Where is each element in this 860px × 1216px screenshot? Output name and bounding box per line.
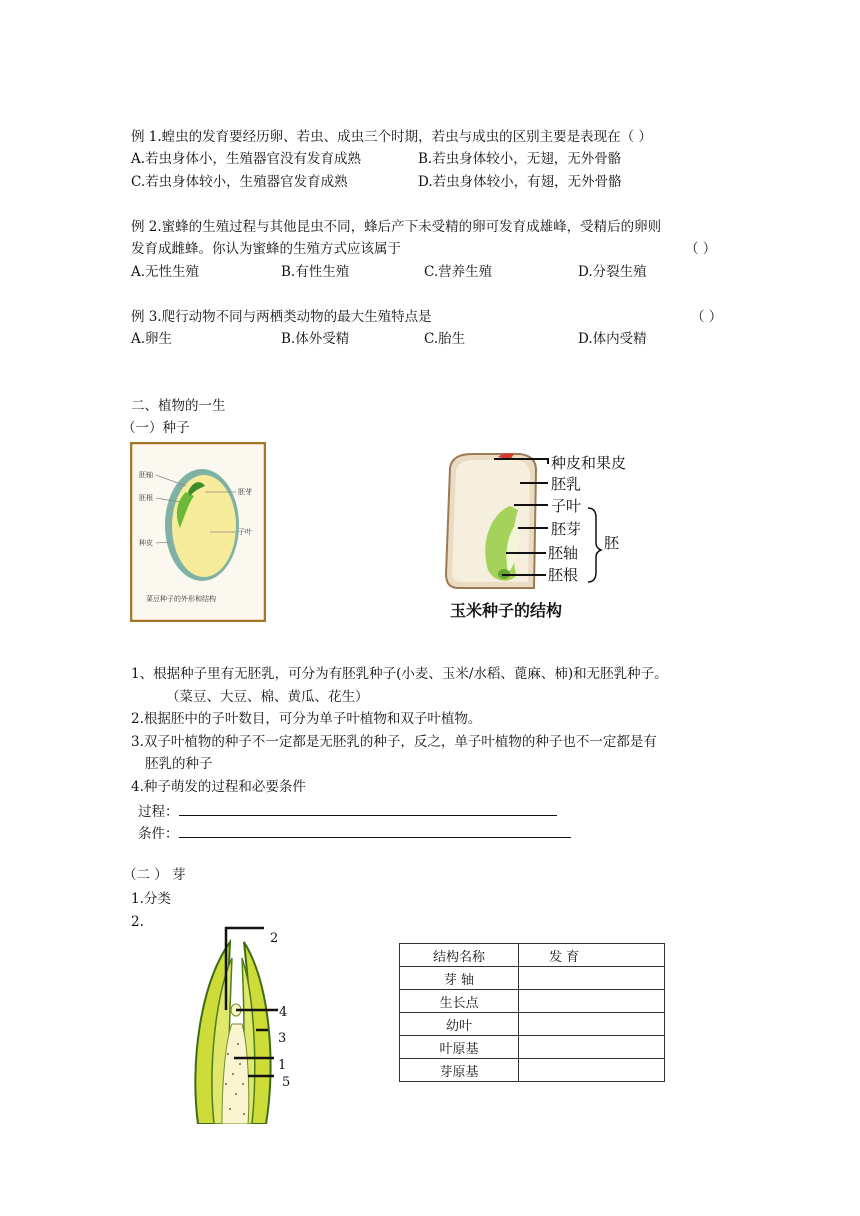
bud-structure-table [399,943,665,1082]
example2-question-line2: 发育成雌蜂。你认为蜜蜂的生殖方式应该属于 [131,241,401,257]
bud-number-3: 3 [278,1031,287,1046]
example1-option-b: B.若虫身体较小，无翅，无外骨骼 [418,151,622,167]
example1-option-c: C.若虫身体较小，生殖器官发育成熟 [131,174,348,190]
process-blank[interactable] [179,801,557,816]
bud-item-2: 2. [131,914,144,930]
table-cell-blank[interactable] [519,1059,665,1082]
table-header-row [400,944,665,967]
bud-subtitle: （二 ） 芽 [123,867,186,883]
table-cell-blank[interactable] [519,990,665,1013]
table-cell-blank[interactable] [519,967,665,990]
bean-seed-figure [130,442,266,622]
corn-label-endosperm: 胚乳 [551,475,582,493]
example2-option-a: A.无性生殖 [131,264,200,280]
bean-label-cotyledon: 子叶 [238,528,252,536]
example2-answer-paren: （ ） [685,241,717,257]
seed-subtitle: （一）种子 [122,420,190,436]
table-row [400,967,665,990]
corn-label-embryo: 胚 [604,534,620,552]
example1-question: 例 1.蝗虫的发育要经历卵、若虫、成虫三个时期，若虫与成虫的区别主要是表现在（ ） [131,129,652,145]
bud-number-4: 4 [279,1005,288,1020]
table-cell-name: 芽 轴 [400,967,519,990]
example3-option-c: C.胎生 [424,331,466,347]
corn-seed-figure [438,448,648,628]
bean-label-radicle: 胚根 [139,494,153,502]
example3-answer-paren: （ ） [691,309,723,325]
condition-label: 条件： [138,826,179,842]
seed-point-2: 2.根据胚中的子叶数目，可分为单子叶植物和双子叶植物。 [131,711,482,727]
corn-label-hypocotyl: 胚轴 [548,544,579,562]
table-row [400,1036,665,1059]
bud-number-5: 5 [282,1075,291,1090]
section-title: 二、植物的一生 [131,398,226,414]
example2-option-c: C.营养生殖 [424,264,493,280]
table-cell-name: 叶原基 [400,1036,519,1059]
bean-caption: 菜豆种子的外形和结构 [146,595,216,603]
example3-option-d: D.体内受精 [578,331,647,347]
bean-label-hypocotyl: 胚轴 [139,471,153,479]
example1-option-a: A.若虫身体小，生殖器官没有发育成熟 [131,151,362,167]
example2-option-d: D.分裂生殖 [578,264,647,280]
example3-question: 例 3.爬行动物不同与两栖类动物的最大生殖特点是 [131,309,432,325]
bud-number-1: 1 [278,1058,287,1073]
corn-label-cotyledon: 子叶 [551,497,582,515]
seed-point-3-continued: 胚乳的种子 [145,756,213,772]
corn-label-plumule: 胚芽 [551,520,582,538]
example1-option-d: D.若虫身体较小，有翅，无外骨骼 [418,174,622,190]
bean-label-seed-coat: 种皮 [139,539,153,547]
corn-label-radicle: 胚根 [548,566,579,584]
table-cell-blank[interactable] [519,1036,665,1059]
bean-cotyledon [172,475,236,577]
table-row [400,1059,665,1082]
example2-question-line1: 例 2.蜜蜂的生殖过程与其他昆虫不同，蜂后产下未受精的卵可发育成雄峰，受精后的卵则 [131,219,662,235]
seed-point-4: 4.种子萌发的过程和必要条件 [131,779,306,795]
example3-option-a: A.卵生 [131,331,173,347]
process-label: 过程： [138,804,179,820]
seed-point-1-examples: （菜豆、大豆、棉、黄瓜、花生） [166,689,369,705]
bean-label-plumule: 胚芽 [238,488,252,496]
table-row [400,1013,665,1036]
process-row [138,801,557,821]
example3-option-b: B.体外受精 [281,331,350,347]
seed-point-1: 1、根据种子里有无胚乳，可分为有胚乳种子(小麦、玉米/水稻、蓖麻、柿)和无胚乳种子。 [131,666,668,682]
table-row [400,990,665,1013]
bud-figure [188,924,313,1124]
table-cell-name: 幼叶 [400,1013,519,1036]
table-cell-name: 生长点 [400,990,519,1013]
condition-row [138,823,571,843]
table-cell-blank[interactable] [519,1013,665,1036]
table-cell-name: 芽原基 [400,1059,519,1082]
corn-label-pericarp: 种皮和果皮 [551,454,627,472]
bud-item-1: 1.分类 [131,891,171,907]
bud-number-2: 2 [270,931,279,946]
example2-option-b: B.有性生殖 [281,264,350,280]
condition-blank[interactable] [179,823,571,838]
corn-caption: 玉米种子的结构 [450,601,563,620]
table-header-development: 发 育 [519,944,665,967]
table-header-structure: 结构名称 [400,944,519,967]
seed-point-3: 3.双子叶植物的种子不一定都是无胚乳的种子，反之，单子叶植物的种子也不一定都是有 [131,734,657,750]
